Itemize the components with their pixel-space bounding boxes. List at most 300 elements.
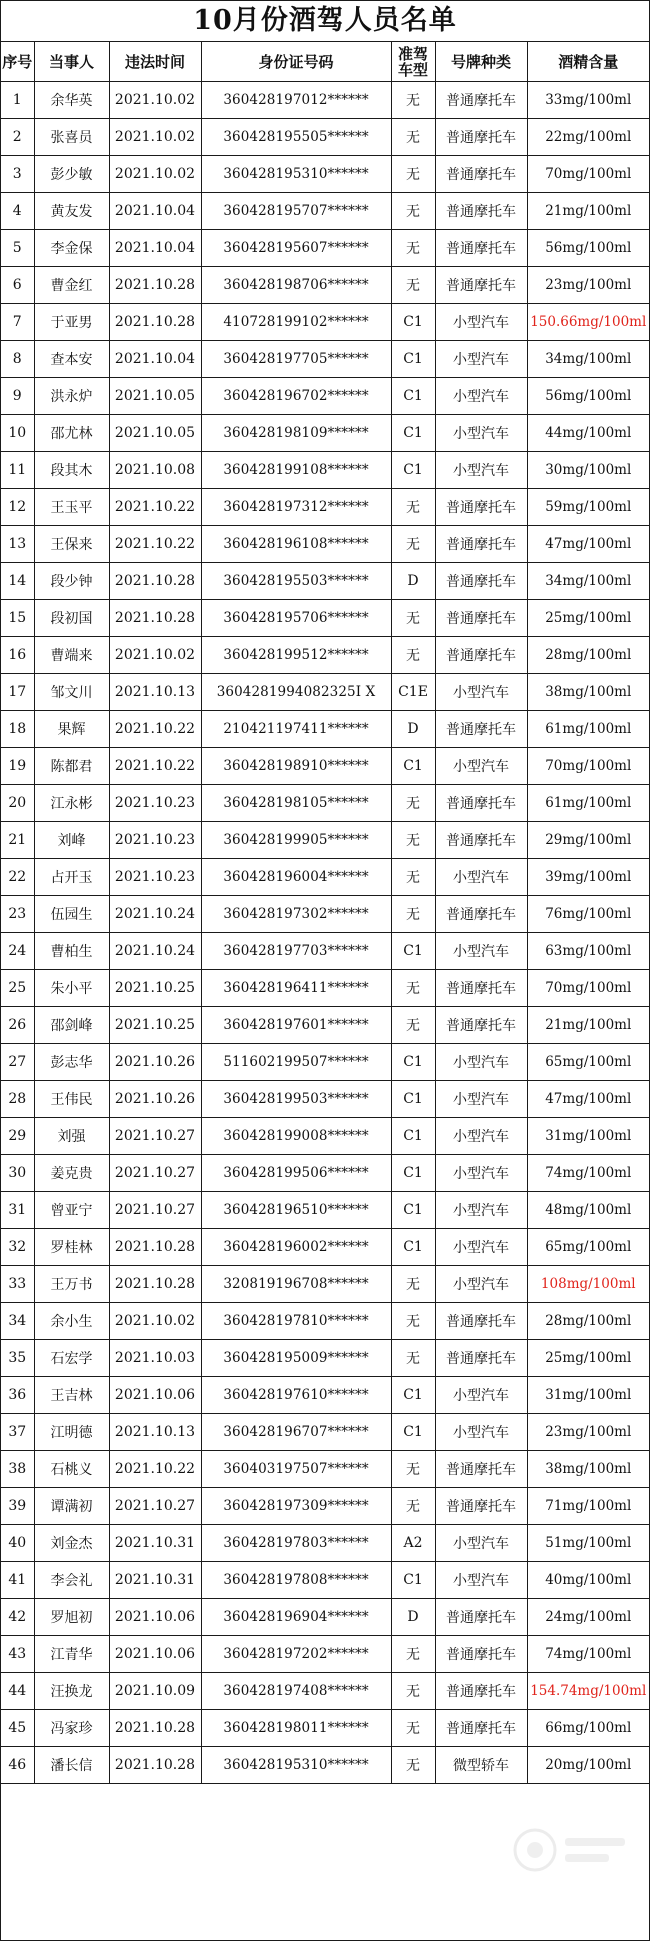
cell-plate-type: 普通摩托车 <box>435 637 527 674</box>
cell-plate-type: 小型汽车 <box>435 1525 527 1562</box>
cell-plate-type: 小型汽车 <box>435 859 527 896</box>
table-row <box>1 1377 649 1414</box>
cell-plate-type: 普通摩托车 <box>435 1599 527 1636</box>
cell-no: 19 <box>1 748 34 785</box>
cell-date: 2021.10.22 <box>109 1451 201 1488</box>
cell-name: 于亚男 <box>34 304 109 341</box>
cell-date: 2021.10.24 <box>109 933 201 970</box>
cell-no: 4 <box>1 193 34 230</box>
cell-license: C1 <box>391 1044 435 1081</box>
table-row <box>1 1710 649 1747</box>
cell-plate-type: 普通摩托车 <box>435 1710 527 1747</box>
cell-plate-type: 普通摩托车 <box>435 1007 527 1044</box>
cell-name: 李金保 <box>34 230 109 267</box>
cell-alcohol: 31mg/100ml <box>527 1118 649 1155</box>
cell-name: 王吉林 <box>34 1377 109 1414</box>
table-row <box>1 1081 649 1118</box>
cell-name: 邹文川 <box>34 674 109 711</box>
cell-id: 360428196004****** <box>201 859 391 896</box>
cell-id: 360428196707****** <box>201 1414 391 1451</box>
table-row <box>1 1192 649 1229</box>
cell-no: 7 <box>1 304 34 341</box>
cell-alcohol: 65mg/100ml <box>527 1044 649 1081</box>
cell-date: 2021.10.03 <box>109 1340 201 1377</box>
cell-alcohol: 74mg/100ml <box>527 1155 649 1192</box>
cell-plate-type: 小型汽车 <box>435 304 527 341</box>
table-row <box>1 711 649 748</box>
cell-alcohol: 24mg/100ml <box>527 1599 649 1636</box>
cell-plate-type: 小型汽车 <box>435 1266 527 1303</box>
cell-date: 2021.10.08 <box>109 452 201 489</box>
cell-license: C1 <box>391 1192 435 1229</box>
cell-license: 无 <box>391 119 435 156</box>
cell-name: 果辉 <box>34 711 109 748</box>
cell-id: 360428197705****** <box>201 341 391 378</box>
cell-alcohol: 38mg/100ml <box>527 1451 649 1488</box>
cell-license: C1 <box>391 341 435 378</box>
cell-license: C1 <box>391 1155 435 1192</box>
cell-plate-type: 普通摩托车 <box>435 896 527 933</box>
cell-date: 2021.10.02 <box>109 119 201 156</box>
cell-id: 360428196411****** <box>201 970 391 1007</box>
cell-license: C1 <box>391 1562 435 1599</box>
cell-id: 360428198011****** <box>201 1710 391 1747</box>
cell-name: 彭少敏 <box>34 156 109 193</box>
cell-plate-type: 普通摩托车 <box>435 711 527 748</box>
header-plate-type: 号牌种类 <box>435 42 527 82</box>
table-row <box>1 230 649 267</box>
cell-name: 曹端来 <box>34 637 109 674</box>
cell-date: 2021.10.28 <box>109 1710 201 1747</box>
cell-no: 22 <box>1 859 34 896</box>
cell-date: 2021.10.02 <box>109 156 201 193</box>
cell-alcohol: 29mg/100ml <box>527 822 649 859</box>
table-row <box>1 785 649 822</box>
cell-id: 360428196108****** <box>201 526 391 563</box>
cell-plate-type: 小型汽车 <box>435 1155 527 1192</box>
table-row <box>1 748 649 785</box>
cell-date: 2021.10.22 <box>109 526 201 563</box>
table-row <box>1 119 649 156</box>
table-row <box>1 452 649 489</box>
cell-alcohol: 47mg/100ml <box>527 526 649 563</box>
cell-name: 段初国 <box>34 600 109 637</box>
table-row <box>1 1229 649 1266</box>
header-name: 当事人 <box>34 42 109 82</box>
cell-date: 2021.10.31 <box>109 1562 201 1599</box>
cell-no: 1 <box>1 82 34 119</box>
cell-id: 360428199512****** <box>201 637 391 674</box>
cell-date: 2021.10.22 <box>109 711 201 748</box>
cell-plate-type: 小型汽车 <box>435 452 527 489</box>
cell-alcohol: 21mg/100ml <box>527 193 649 230</box>
cell-license: 无 <box>391 1340 435 1377</box>
cell-plate-type: 小型汽车 <box>435 1081 527 1118</box>
cell-alcohol: 71mg/100ml <box>527 1488 649 1525</box>
cell-license: 无 <box>391 970 435 1007</box>
cell-license: D <box>391 563 435 600</box>
cell-id: 360428196002****** <box>201 1229 391 1266</box>
table-row <box>1 1451 649 1488</box>
table-row <box>1 896 649 933</box>
cell-date: 2021.10.23 <box>109 822 201 859</box>
cell-date: 2021.10.26 <box>109 1044 201 1081</box>
cell-plate-type: 普通摩托车 <box>435 970 527 1007</box>
table-row <box>1 933 649 970</box>
cell-name: 石桃义 <box>34 1451 109 1488</box>
cell-name: 王万书 <box>34 1266 109 1303</box>
cell-license: C1E <box>391 674 435 711</box>
cell-plate-type: 普通摩托车 <box>435 1340 527 1377</box>
cell-plate-type: 小型汽车 <box>435 1118 527 1155</box>
cell-id: 360428195503****** <box>201 563 391 600</box>
cell-date: 2021.10.22 <box>109 489 201 526</box>
cell-no: 26 <box>1 1007 34 1044</box>
cell-date: 2021.10.02 <box>109 1303 201 1340</box>
cell-id: 210421197411****** <box>201 711 391 748</box>
cell-plate-type: 小型汽车 <box>435 1192 527 1229</box>
cell-id: 360428195707****** <box>201 193 391 230</box>
cell-date: 2021.10.31 <box>109 1525 201 1562</box>
cell-plate-type: 普通摩托车 <box>435 822 527 859</box>
cell-license: 无 <box>391 526 435 563</box>
cell-license: 无 <box>391 230 435 267</box>
cell-name: 潘长信 <box>34 1747 109 1784</box>
cell-name: 邵剑峰 <box>34 1007 109 1044</box>
cell-date: 2021.10.05 <box>109 378 201 415</box>
cell-date: 2021.10.25 <box>109 1007 201 1044</box>
cell-name: 王伟民 <box>34 1081 109 1118</box>
cell-plate-type: 小型汽车 <box>435 378 527 415</box>
cell-no: 17 <box>1 674 34 711</box>
cell-id: 360428197302****** <box>201 896 391 933</box>
table-row <box>1 1673 649 1710</box>
cell-no: 35 <box>1 1340 34 1377</box>
cell-date: 2021.10.13 <box>109 674 201 711</box>
cell-date: 2021.10.04 <box>109 193 201 230</box>
cell-plate-type: 普通摩托车 <box>435 785 527 822</box>
table-row <box>1 1636 649 1673</box>
cell-license: 无 <box>391 1266 435 1303</box>
cell-no: 2 <box>1 119 34 156</box>
table-row <box>1 156 649 193</box>
cell-id: 360428195505****** <box>201 119 391 156</box>
cell-no: 8 <box>1 341 34 378</box>
cell-license: 无 <box>391 489 435 526</box>
cell-plate-type: 普通摩托车 <box>435 119 527 156</box>
header-license: 准驾车型 <box>391 42 435 82</box>
cell-date: 2021.10.09 <box>109 1673 201 1710</box>
cell-no: 6 <box>1 267 34 304</box>
cell-date: 2021.10.28 <box>109 563 201 600</box>
cell-license: 无 <box>391 1747 435 1784</box>
table-body <box>1 82 649 1784</box>
cell-alcohol: 59mg/100ml <box>527 489 649 526</box>
cell-name: 洪永炉 <box>34 378 109 415</box>
cell-id: 360428197202****** <box>201 1636 391 1673</box>
cell-no: 46 <box>1 1747 34 1784</box>
cell-alcohol: 70mg/100ml <box>527 748 649 785</box>
cell-id: 360428197309****** <box>201 1488 391 1525</box>
cell-license: 无 <box>391 82 435 119</box>
cell-name: 刘峰 <box>34 822 109 859</box>
cell-date: 2021.10.06 <box>109 1599 201 1636</box>
cell-name: 张喜员 <box>34 119 109 156</box>
cell-license: 无 <box>391 859 435 896</box>
cell-plate-type: 普通摩托车 <box>435 489 527 526</box>
cell-no: 25 <box>1 970 34 1007</box>
cell-id: 410728199102****** <box>201 304 391 341</box>
cell-name: 谭满初 <box>34 1488 109 1525</box>
table-row <box>1 341 649 378</box>
table-row <box>1 82 649 119</box>
cell-name: 李会礼 <box>34 1562 109 1599</box>
cell-license: 无 <box>391 896 435 933</box>
cell-plate-type: 普通摩托车 <box>435 230 527 267</box>
cell-id: 360428199506****** <box>201 1155 391 1192</box>
cell-date: 2021.10.28 <box>109 1747 201 1784</box>
cell-name: 邵尤林 <box>34 415 109 452</box>
cell-no: 32 <box>1 1229 34 1266</box>
cell-plate-type: 普通摩托车 <box>435 1303 527 1340</box>
cell-id: 320819196708****** <box>201 1266 391 1303</box>
table-row <box>1 1303 649 1340</box>
cell-plate-type: 普通摩托车 <box>435 600 527 637</box>
cell-plate-type: 普通摩托车 <box>435 267 527 304</box>
cell-alcohol: 65mg/100ml <box>527 1229 649 1266</box>
header-date: 违法时间 <box>109 42 201 82</box>
cell-license: 无 <box>391 1488 435 1525</box>
cell-plate-type: 普通摩托车 <box>435 82 527 119</box>
cell-license: 无 <box>391 600 435 637</box>
cell-id: 360428195310****** <box>201 1747 391 1784</box>
cell-date: 2021.10.28 <box>109 600 201 637</box>
table-row <box>1 970 649 1007</box>
table-row <box>1 489 649 526</box>
cell-name: 曾亚宁 <box>34 1192 109 1229</box>
table-row <box>1 1007 649 1044</box>
cell-name: 陈都君 <box>34 748 109 785</box>
cell-date: 2021.10.04 <box>109 341 201 378</box>
cell-id: 360428198105****** <box>201 785 391 822</box>
header-id: 身份证号码 <box>201 42 391 82</box>
cell-alcohol: 38mg/100ml <box>527 674 649 711</box>
cell-plate-type: 普通摩托车 <box>435 526 527 563</box>
cell-name: 伍园生 <box>34 896 109 933</box>
cell-date: 2021.10.28 <box>109 1229 201 1266</box>
cell-date: 2021.10.27 <box>109 1155 201 1192</box>
cell-no: 9 <box>1 378 34 415</box>
table-row <box>1 859 649 896</box>
cell-name: 刘金杰 <box>34 1525 109 1562</box>
cell-plate-type: 小型汽车 <box>435 674 527 711</box>
cell-plate-type: 小型汽车 <box>435 1414 527 1451</box>
cell-no: 38 <box>1 1451 34 1488</box>
cell-date: 2021.10.27 <box>109 1192 201 1229</box>
cell-name: 段少钟 <box>34 563 109 600</box>
cell-id: 360428197810****** <box>201 1303 391 1340</box>
cell-plate-type: 微型轿车 <box>435 1747 527 1784</box>
table-row <box>1 1599 649 1636</box>
cell-name: 占开玉 <box>34 859 109 896</box>
table-row <box>1 415 649 452</box>
cell-id: 511602199507****** <box>201 1044 391 1081</box>
cell-name: 姜克贵 <box>34 1155 109 1192</box>
cell-plate-type: 普通摩托车 <box>435 563 527 600</box>
cell-license: 无 <box>391 1673 435 1710</box>
cell-license: C1 <box>391 933 435 970</box>
cell-no: 23 <box>1 896 34 933</box>
cell-plate-type: 普通摩托车 <box>435 1673 527 1710</box>
cell-alcohol: 39mg/100ml <box>527 859 649 896</box>
cell-no: 10 <box>1 415 34 452</box>
cell-id: 360428196702****** <box>201 378 391 415</box>
cell-no: 27 <box>1 1044 34 1081</box>
cell-alcohol: 51mg/100ml <box>527 1525 649 1562</box>
cell-license: C1 <box>391 1229 435 1266</box>
cell-plate-type: 小型汽车 <box>435 748 527 785</box>
cell-no: 45 <box>1 1710 34 1747</box>
cell-name: 江青华 <box>34 1636 109 1673</box>
cell-alcohol: 44mg/100ml <box>527 415 649 452</box>
cell-id: 360428195607****** <box>201 230 391 267</box>
cell-license: C1 <box>391 1377 435 1414</box>
cell-license: 无 <box>391 637 435 674</box>
table-row <box>1 526 649 563</box>
table-header-row <box>1 42 649 82</box>
cell-alcohol: 47mg/100ml <box>527 1081 649 1118</box>
cell-alcohol: 150.66mg/100ml <box>527 304 649 341</box>
cell-name: 余华英 <box>34 82 109 119</box>
cell-no: 33 <box>1 1266 34 1303</box>
cell-license: C1 <box>391 415 435 452</box>
cell-alcohol: 28mg/100ml <box>527 637 649 674</box>
cell-plate-type: 普通摩托车 <box>435 1636 527 1673</box>
cell-id: 360428199108****** <box>201 452 391 489</box>
cell-id: 360428198109****** <box>201 415 391 452</box>
table-row <box>1 822 649 859</box>
cell-date: 2021.10.23 <box>109 859 201 896</box>
cell-alcohol: 31mg/100ml <box>527 1377 649 1414</box>
cell-license: C1 <box>391 1414 435 1451</box>
cell-date: 2021.10.22 <box>109 748 201 785</box>
table-row <box>1 1155 649 1192</box>
cell-alcohol: 70mg/100ml <box>527 156 649 193</box>
cell-id: 360428197012****** <box>201 82 391 119</box>
table-row <box>1 378 649 415</box>
cell-name: 朱小平 <box>34 970 109 1007</box>
cell-id: 360428197808****** <box>201 1562 391 1599</box>
table-row <box>1 1118 649 1155</box>
cell-license: A2 <box>391 1525 435 1562</box>
cell-no: 15 <box>1 600 34 637</box>
cell-plate-type: 小型汽车 <box>435 341 527 378</box>
table-row <box>1 1266 649 1303</box>
cell-alcohol: 25mg/100ml <box>527 1340 649 1377</box>
cell-alcohol: 61mg/100ml <box>527 785 649 822</box>
cell-no: 40 <box>1 1525 34 1562</box>
cell-no: 29 <box>1 1118 34 1155</box>
cell-date: 2021.10.27 <box>109 1488 201 1525</box>
cell-date: 2021.10.25 <box>109 970 201 1007</box>
cell-no: 5 <box>1 230 34 267</box>
header-no: 序号 <box>1 42 34 82</box>
cell-alcohol: 23mg/100ml <box>527 267 649 304</box>
cell-plate-type: 普通摩托车 <box>435 193 527 230</box>
cell-plate-type: 小型汽车 <box>435 1377 527 1414</box>
table-row <box>1 1562 649 1599</box>
cell-id: 360428197703****** <box>201 933 391 970</box>
cell-name: 曹柏生 <box>34 933 109 970</box>
cell-date: 2021.10.27 <box>109 1118 201 1155</box>
cell-no: 21 <box>1 822 34 859</box>
cell-license: 无 <box>391 156 435 193</box>
cell-alcohol: 66mg/100ml <box>527 1710 649 1747</box>
cell-date: 2021.10.06 <box>109 1636 201 1673</box>
table-row <box>1 1747 649 1784</box>
cell-date: 2021.10.04 <box>109 230 201 267</box>
cell-name: 黄友发 <box>34 193 109 230</box>
cell-alcohol: 108mg/100ml <box>527 1266 649 1303</box>
cell-id: 360428195310****** <box>201 156 391 193</box>
cell-no: 28 <box>1 1081 34 1118</box>
cell-no: 3 <box>1 156 34 193</box>
cell-date: 2021.10.06 <box>109 1377 201 1414</box>
cell-alcohol: 56mg/100ml <box>527 230 649 267</box>
cell-date: 2021.10.02 <box>109 82 201 119</box>
cell-alcohol: 76mg/100ml <box>527 896 649 933</box>
cell-name: 余小生 <box>34 1303 109 1340</box>
cell-id: 3604281994082325I X <box>201 674 391 711</box>
cell-name: 查本安 <box>34 341 109 378</box>
cell-no: 44 <box>1 1673 34 1710</box>
cell-id: 360428198706****** <box>201 267 391 304</box>
cell-name: 江永彬 <box>34 785 109 822</box>
cell-no: 16 <box>1 637 34 674</box>
cell-license: C1 <box>391 1081 435 1118</box>
cell-date: 2021.10.28 <box>109 1266 201 1303</box>
cell-id: 360428198910****** <box>201 748 391 785</box>
cell-alcohol: 48mg/100ml <box>527 1192 649 1229</box>
cell-plate-type: 小型汽车 <box>435 1562 527 1599</box>
cell-no: 14 <box>1 563 34 600</box>
cell-plate-type: 普通摩托车 <box>435 156 527 193</box>
cell-id: 360428197601****** <box>201 1007 391 1044</box>
cell-license: 无 <box>391 267 435 304</box>
cell-no: 42 <box>1 1599 34 1636</box>
cell-name: 冯家珍 <box>34 1710 109 1747</box>
cell-plate-type: 小型汽车 <box>435 1229 527 1266</box>
cell-id: 360428199503****** <box>201 1081 391 1118</box>
cell-no: 30 <box>1 1155 34 1192</box>
cell-alcohol: 61mg/100ml <box>527 711 649 748</box>
cell-license: 无 <box>391 785 435 822</box>
cell-alcohol: 34mg/100ml <box>527 341 649 378</box>
table-row <box>1 1488 649 1525</box>
cell-license: 无 <box>391 1636 435 1673</box>
cell-id: 360428197803****** <box>201 1525 391 1562</box>
cell-date: 2021.10.23 <box>109 785 201 822</box>
cell-license: 无 <box>391 1007 435 1044</box>
cell-name: 王玉平 <box>34 489 109 526</box>
cell-alcohol: 63mg/100ml <box>527 933 649 970</box>
cell-license: 无 <box>391 822 435 859</box>
cell-alcohol: 33mg/100ml <box>527 82 649 119</box>
cell-no: 39 <box>1 1488 34 1525</box>
table-row <box>1 304 649 341</box>
cell-alcohol: 25mg/100ml <box>527 600 649 637</box>
cell-name: 彭志华 <box>34 1044 109 1081</box>
